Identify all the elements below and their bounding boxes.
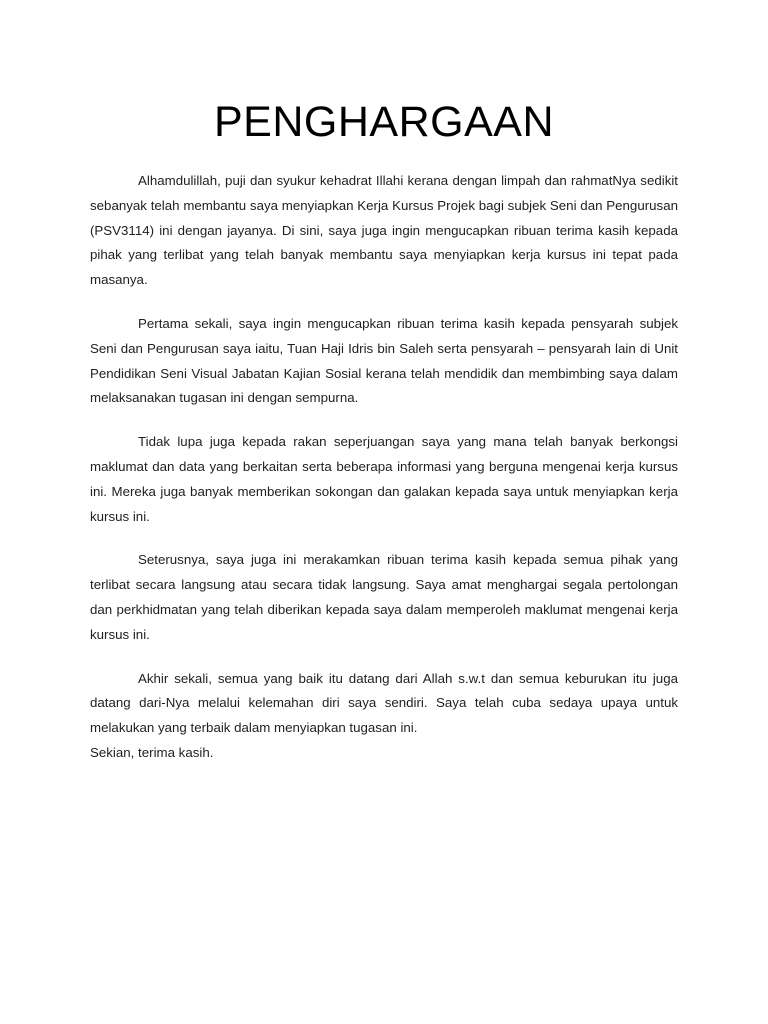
paragraph-peer-thanks: Tidak lupa juga kepada rakan seperjuangan saya yang mana telah banyak berkongsi maklumat dan data yang berkaitan serta beberapa informasi yang berguna mengenai kerja kursus ini. Mereka juga banyak memberikan sokongan dan galakan kepada saya untuk menyiapkan kerja kursus ini.: [90, 434, 678, 524]
paragraph-general-thanks: Seterusnya, saya juga ini merakamkan ribuan terima kasih kepada semua pihak yang terlibat secara langsung atau secara tidak langsung. Saya amat menghargai segala pertolongan dan perkhidmatan yang telah diberikan kepada saya dalam memperoleh maklumat mengenai kerja kursus ini.: [90, 552, 678, 642]
document-body: [90, 169, 678, 766]
closing-line: Sekian, terima kasih.: [90, 744, 214, 760]
paragraph-lecturer-thanks: Pertama sekali, saya ingin mengucapkan ribuan terima kasih kepada pensyarah subjek Seni dan Pengurusan saya iaitu, Tuan Haji Idris bin Saleh serta pensyarah – pensyarah lain di Unit Pendidikan Seni Visual Jabatan Kajian Sosial kerana telah mendidik dan membimbing saya dalam melaksanakan tugasan ini dengan sempurna.: [90, 315, 678, 406]
page-title: PENGHARGAAN: [213, 98, 554, 146]
paragraph-opening: Alhamdulillah, puji dan syukur kehadrat Illahi kerana dengan limpah dan rahmatNya sedikit sebanyak telah membantu saya menyiapkan Kerja Kursus Projek bagi subjek Seni dan Pengurusan (PSV3114) ini dengan jayanya. Di sini, saya juga ingin mengucapkan ribuan terima kasih kepada pihak yang terlibat yang telah banyak membantu saya menyiapkan kerja kursus ini tepat pada masanya.: [90, 173, 678, 288]
paragraph-final: Akhir sekali, semua yang baik itu datang dari Allah s.w.t dan semua keburukan itu juga datang dari-Nya melalui kelemahan diri saya sendiri. Saya telah cuba sedaya upaya untuk melakukan yang terbaik dalam menyiapkan tugasan ini.: [90, 670, 678, 736]
